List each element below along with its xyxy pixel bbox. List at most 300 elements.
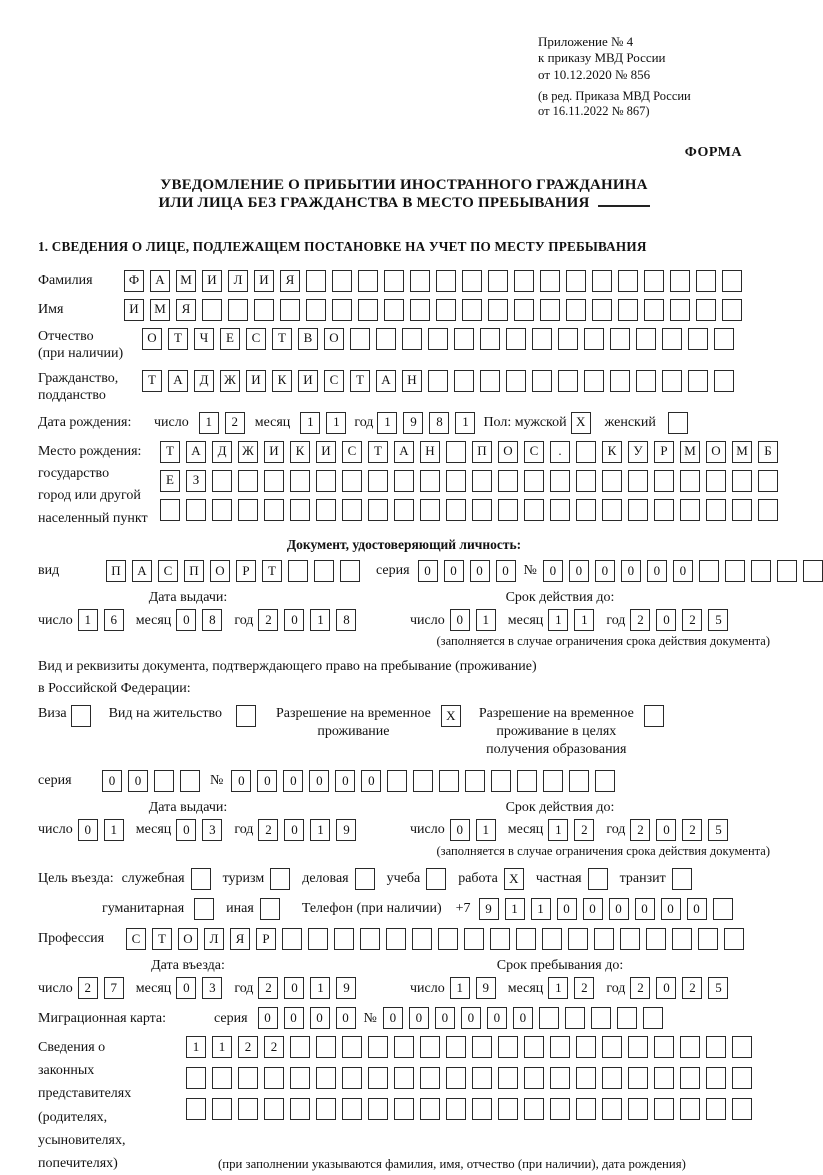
form-cell[interactable] [384,270,404,292]
form-cell[interactable]: 1 [326,412,346,434]
form-cell[interactable] [670,299,690,321]
form-cell[interactable] [498,1067,518,1089]
form-cell[interactable] [680,1036,700,1058]
form-cell[interactable]: Ч [194,328,214,350]
form-cell[interactable] [670,270,690,292]
form-cell[interactable] [514,270,534,292]
form-cell[interactable]: А [168,370,188,392]
form-cell[interactable]: 0 [496,560,516,582]
form-cell[interactable] [228,299,248,321]
form-cell[interactable] [446,470,466,492]
form-cell[interactable] [680,1067,700,1089]
form-cell[interactable] [264,470,284,492]
form-cell[interactable]: 0 [487,1007,507,1029]
form-cell[interactable] [550,1067,570,1089]
form-cell[interactable]: Е [160,470,180,492]
sex-female-checkbox[interactable] [668,412,688,434]
form-cell[interactable]: 2 [630,609,650,631]
form-cell[interactable] [439,770,459,792]
form-cell[interactable]: 2 [258,819,278,841]
form-cell[interactable] [628,1098,648,1120]
form-cell[interactable] [732,1067,752,1089]
form-cell[interactable] [584,328,604,350]
form-cell[interactable]: 0 [450,609,470,631]
form-cell[interactable]: И [298,370,318,392]
temp-permit-checkbox[interactable]: X [441,705,461,727]
form-cell[interactable] [238,1067,258,1089]
form-cell[interactable] [446,1098,466,1120]
form-cell[interactable] [368,470,388,492]
form-cell[interactable] [180,770,200,792]
form-cell[interactable] [524,470,544,492]
form-cell[interactable] [340,560,360,582]
form-cell[interactable]: 8 [429,412,449,434]
form-cell[interactable]: Я [230,928,250,950]
form-cell[interactable]: 0 [609,898,629,920]
form-cell[interactable] [186,499,206,521]
form-cell[interactable]: У [628,441,648,463]
form-cell[interactable]: 2 [264,1036,284,1058]
form-cell[interactable]: Ф [124,270,144,292]
form-cell[interactable] [446,441,466,463]
form-cell[interactable]: 0 [78,819,98,841]
form-cell[interactable]: Д [194,370,214,392]
form-cell[interactable] [420,1067,440,1089]
form-cell[interactable]: К [602,441,622,463]
form-cell[interactable] [602,470,622,492]
form-cell[interactable] [594,928,614,950]
form-cell[interactable] [290,1067,310,1089]
form-cell[interactable] [777,560,797,582]
form-cell[interactable] [688,328,708,350]
form-cell[interactable]: 1 [377,412,397,434]
form-cell[interactable] [420,1098,440,1120]
form-cell[interactable]: 7 [104,977,124,999]
form-cell[interactable] [576,470,596,492]
form-cell[interactable]: 0 [283,770,303,792]
form-cell[interactable]: Т [160,441,180,463]
form-cell[interactable]: Р [654,441,674,463]
form-cell[interactable] [516,928,536,950]
form-cell[interactable] [316,1098,336,1120]
form-cell[interactable] [350,328,370,350]
form-cell[interactable]: 2 [682,977,702,999]
visa-checkbox[interactable] [71,705,91,727]
form-cell[interactable] [524,1036,544,1058]
form-cell[interactable] [314,560,334,582]
form-cell[interactable] [654,1067,674,1089]
form-cell[interactable] [368,1036,388,1058]
form-cell[interactable] [264,499,284,521]
form-cell[interactable]: 2 [258,977,278,999]
form-cell[interactable] [540,270,560,292]
form-cell[interactable] [654,1098,674,1120]
form-cell[interactable]: 0 [635,898,655,920]
form-cell[interactable]: А [150,270,170,292]
form-cell[interactable]: 0 [656,609,676,631]
form-cell[interactable]: 1 [212,1036,232,1058]
form-cell[interactable] [662,328,682,350]
form-cell[interactable]: 1 [310,609,330,631]
form-cell[interactable] [282,928,302,950]
form-cell[interactable]: 0 [176,819,196,841]
form-cell[interactable]: 0 [621,560,641,582]
form-cell[interactable]: З [186,470,206,492]
form-cell[interactable] [803,560,823,582]
form-cell[interactable] [696,299,716,321]
form-cell[interactable]: О [324,328,344,350]
form-cell[interactable]: 0 [435,1007,455,1029]
form-cell[interactable] [394,470,414,492]
purpose-transit-checkbox[interactable] [672,868,692,890]
form-cell[interactable]: 0 [284,977,304,999]
form-cell[interactable] [454,328,474,350]
form-cell[interactable]: А [132,560,152,582]
form-cell[interactable] [480,370,500,392]
form-cell[interactable] [446,1067,466,1089]
form-cell[interactable] [524,1067,544,1089]
form-cell[interactable]: 1 [104,819,124,841]
form-cell[interactable]: 0 [176,609,196,631]
form-cell[interactable] [758,499,778,521]
form-cell[interactable]: П [472,441,492,463]
form-cell[interactable] [472,1036,492,1058]
form-cell[interactable] [602,1067,622,1089]
form-cell[interactable] [334,928,354,950]
form-cell[interactable]: 0 [310,1007,330,1029]
form-cell[interactable]: 0 [309,770,329,792]
form-cell[interactable] [654,499,674,521]
form-cell[interactable] [290,1036,310,1058]
form-cell[interactable] [568,928,588,950]
form-cell[interactable]: 1 [574,609,594,631]
form-cell[interactable]: 0 [335,770,355,792]
purpose-work-checkbox[interactable]: X [504,868,524,890]
form-cell[interactable] [662,370,682,392]
form-cell[interactable] [212,470,232,492]
form-cell[interactable] [498,1036,518,1058]
form-cell[interactable]: 0 [583,898,603,920]
form-cell[interactable] [591,1007,611,1029]
form-cell[interactable] [595,770,615,792]
form-cell[interactable] [462,299,482,321]
form-cell[interactable]: 0 [418,560,438,582]
form-cell[interactable] [620,928,640,950]
form-cell[interactable] [160,499,180,521]
form-cell[interactable] [713,898,733,920]
form-cell[interactable]: К [272,370,292,392]
form-cell[interactable]: 2 [258,609,278,631]
form-cell[interactable] [680,499,700,521]
form-cell[interactable]: 0 [450,819,470,841]
form-cell[interactable]: 8 [202,609,222,631]
form-cell[interactable]: Б [758,441,778,463]
form-cell[interactable]: М [732,441,752,463]
form-cell[interactable]: П [106,560,126,582]
form-cell[interactable]: О [178,928,198,950]
form-cell[interactable] [316,1036,336,1058]
form-cell[interactable] [628,470,648,492]
form-cell[interactable] [308,928,328,950]
form-cell[interactable] [576,1067,596,1089]
form-cell[interactable] [602,1036,622,1058]
form-cell[interactable] [360,928,380,950]
form-cell[interactable]: 0 [361,770,381,792]
form-cell[interactable]: 0 [569,560,589,582]
form-cell[interactable] [532,370,552,392]
form-cell[interactable] [644,270,664,292]
form-cell[interactable]: Т [368,441,388,463]
form-cell[interactable] [539,1007,559,1029]
form-cell[interactable] [566,299,586,321]
form-cell[interactable] [602,499,622,521]
edu-permit-checkbox[interactable] [644,705,664,727]
form-cell[interactable] [472,1067,492,1089]
form-cell[interactable] [410,270,430,292]
form-cell[interactable]: 0 [383,1007,403,1029]
form-cell[interactable] [732,470,752,492]
form-cell[interactable] [688,370,708,392]
form-cell[interactable] [514,299,534,321]
form-cell[interactable]: В [298,328,318,350]
form-cell[interactable]: И [202,270,222,292]
form-cell[interactable] [465,770,485,792]
form-cell[interactable] [732,1036,752,1058]
form-cell[interactable]: 0 [557,898,577,920]
form-cell[interactable] [342,1036,362,1058]
form-cell[interactable] [696,270,716,292]
form-cell[interactable]: Р [236,560,256,582]
form-cell[interactable]: П [184,560,204,582]
form-cell[interactable] [672,928,692,950]
form-cell[interactable] [550,1036,570,1058]
form-cell[interactable] [558,328,578,350]
form-cell[interactable]: Н [402,370,422,392]
form-cell[interactable]: 3 [202,977,222,999]
form-cell[interactable]: И [124,299,144,321]
form-cell[interactable] [342,499,362,521]
form-cell[interactable] [342,1098,362,1120]
form-cell[interactable] [610,328,630,350]
form-cell[interactable]: 1 [476,609,496,631]
form-cell[interactable]: 9 [476,977,496,999]
purpose-official-checkbox[interactable] [191,868,211,890]
form-cell[interactable] [368,1067,388,1089]
form-cell[interactable] [732,499,752,521]
form-cell[interactable]: 0 [128,770,148,792]
form-cell[interactable] [592,270,612,292]
form-cell[interactable] [280,299,300,321]
form-cell[interactable]: 8 [336,609,356,631]
form-cell[interactable] [524,1098,544,1120]
form-cell[interactable] [722,299,742,321]
form-cell[interactable]: Е [220,328,240,350]
form-cell[interactable]: О [706,441,726,463]
form-cell[interactable] [306,270,326,292]
sex-male-checkbox[interactable]: X [571,412,591,434]
form-cell[interactable] [550,470,570,492]
form-cell[interactable] [358,270,378,292]
form-cell[interactable] [306,299,326,321]
form-cell[interactable] [540,299,560,321]
form-cell[interactable] [576,499,596,521]
form-cell[interactable] [342,470,362,492]
form-cell[interactable]: 0 [687,898,707,920]
form-cell[interactable] [420,1036,440,1058]
form-cell[interactable] [643,1007,663,1029]
form-cell[interactable]: 0 [513,1007,533,1029]
form-cell[interactable] [644,299,664,321]
residence-permit-checkbox[interactable] [236,705,256,727]
form-cell[interactable] [636,328,656,350]
form-cell[interactable] [464,928,484,950]
form-cell[interactable]: Я [280,270,300,292]
form-cell[interactable]: Ж [220,370,240,392]
form-cell[interactable] [751,560,771,582]
form-cell[interactable]: 5 [708,609,728,631]
form-cell[interactable] [618,299,638,321]
form-cell[interactable] [758,470,778,492]
form-cell[interactable]: 3 [202,819,222,841]
form-cell[interactable]: И [264,441,284,463]
form-cell[interactable]: 1 [455,412,475,434]
form-cell[interactable] [420,499,440,521]
form-cell[interactable] [490,928,510,950]
form-cell[interactable] [610,370,630,392]
form-cell[interactable]: 0 [656,977,676,999]
form-cell[interactable] [550,499,570,521]
form-cell[interactable]: 2 [630,819,650,841]
form-cell[interactable]: 1 [199,412,219,434]
form-cell[interactable] [565,1007,585,1029]
form-cell[interactable]: 1 [78,609,98,631]
form-cell[interactable]: Л [228,270,248,292]
form-cell[interactable]: И [246,370,266,392]
form-cell[interactable] [714,370,734,392]
form-cell[interactable]: 0 [461,1007,481,1029]
form-cell[interactable] [498,1098,518,1120]
form-cell[interactable]: С [126,928,146,950]
form-cell[interactable] [628,1067,648,1089]
form-cell[interactable] [706,470,726,492]
form-cell[interactable]: 2 [574,819,594,841]
form-cell[interactable]: С [158,560,178,582]
form-cell[interactable] [498,499,518,521]
form-cell[interactable]: 0 [231,770,251,792]
form-cell[interactable] [332,299,352,321]
form-cell[interactable]: 1 [476,819,496,841]
purpose-private-checkbox[interactable] [588,868,608,890]
form-cell[interactable] [412,928,432,950]
form-cell[interactable] [725,560,745,582]
form-cell[interactable]: 0 [284,819,304,841]
form-cell[interactable] [154,770,174,792]
form-cell[interactable] [722,270,742,292]
form-cell[interactable] [394,1036,414,1058]
form-cell[interactable] [428,328,448,350]
form-cell[interactable] [576,1098,596,1120]
form-cell[interactable]: 2 [78,977,98,999]
form-cell[interactable]: Р [256,928,276,950]
form-cell[interactable]: 1 [310,977,330,999]
form-cell[interactable]: М [176,270,196,292]
form-cell[interactable] [543,770,563,792]
form-cell[interactable]: 2 [225,412,245,434]
form-cell[interactable] [506,328,526,350]
form-cell[interactable] [316,470,336,492]
form-cell[interactable] [618,270,638,292]
form-cell[interactable]: 1 [450,977,470,999]
form-cell[interactable] [454,370,474,392]
form-cell[interactable]: 0 [336,1007,356,1029]
form-cell[interactable] [290,470,310,492]
form-cell[interactable] [212,499,232,521]
form-cell[interactable] [387,770,407,792]
form-cell[interactable] [584,370,604,392]
form-cell[interactable]: К [290,441,310,463]
form-cell[interactable] [628,499,648,521]
form-cell[interactable]: С [524,441,544,463]
form-cell[interactable] [646,928,666,950]
form-cell[interactable]: 1 [300,412,320,434]
form-cell[interactable] [202,299,222,321]
form-cell[interactable]: 1 [310,819,330,841]
form-cell[interactable] [706,499,726,521]
form-cell[interactable] [724,928,744,950]
form-cell[interactable] [506,370,526,392]
form-cell[interactable]: О [498,441,518,463]
form-cell[interactable] [636,370,656,392]
form-cell[interactable]: И [254,270,274,292]
form-cell[interactable]: 2 [630,977,650,999]
form-cell[interactable]: М [680,441,700,463]
form-cell[interactable] [238,1098,258,1120]
form-cell[interactable] [394,499,414,521]
form-cell[interactable]: Т [272,328,292,350]
form-cell[interactable] [558,370,578,392]
form-cell[interactable]: 1 [548,977,568,999]
purpose-tourism-checkbox[interactable] [270,868,290,890]
form-cell[interactable] [436,270,456,292]
form-cell[interactable] [462,270,482,292]
form-cell[interactable]: 2 [682,609,702,631]
form-cell[interactable]: Т [262,560,282,582]
form-cell[interactable] [706,1067,726,1089]
form-cell[interactable] [699,560,719,582]
form-cell[interactable]: 9 [336,977,356,999]
form-cell[interactable] [428,370,448,392]
form-cell[interactable]: 0 [673,560,693,582]
form-cell[interactable]: 5 [708,819,728,841]
form-cell[interactable] [238,499,258,521]
form-cell[interactable] [212,1067,232,1089]
form-cell[interactable] [472,1098,492,1120]
form-cell[interactable]: 5 [708,977,728,999]
form-cell[interactable] [410,299,430,321]
form-cell[interactable] [706,1098,726,1120]
form-cell[interactable] [498,470,518,492]
form-cell[interactable] [517,770,537,792]
form-cell[interactable]: 9 [336,819,356,841]
form-cell[interactable]: 0 [102,770,122,792]
form-cell[interactable] [602,1098,622,1120]
form-cell[interactable] [488,270,508,292]
form-cell[interactable] [617,1007,637,1029]
form-cell[interactable] [491,770,511,792]
form-cell[interactable] [290,1098,310,1120]
form-cell[interactable]: 1 [186,1036,206,1058]
form-cell[interactable] [254,299,274,321]
